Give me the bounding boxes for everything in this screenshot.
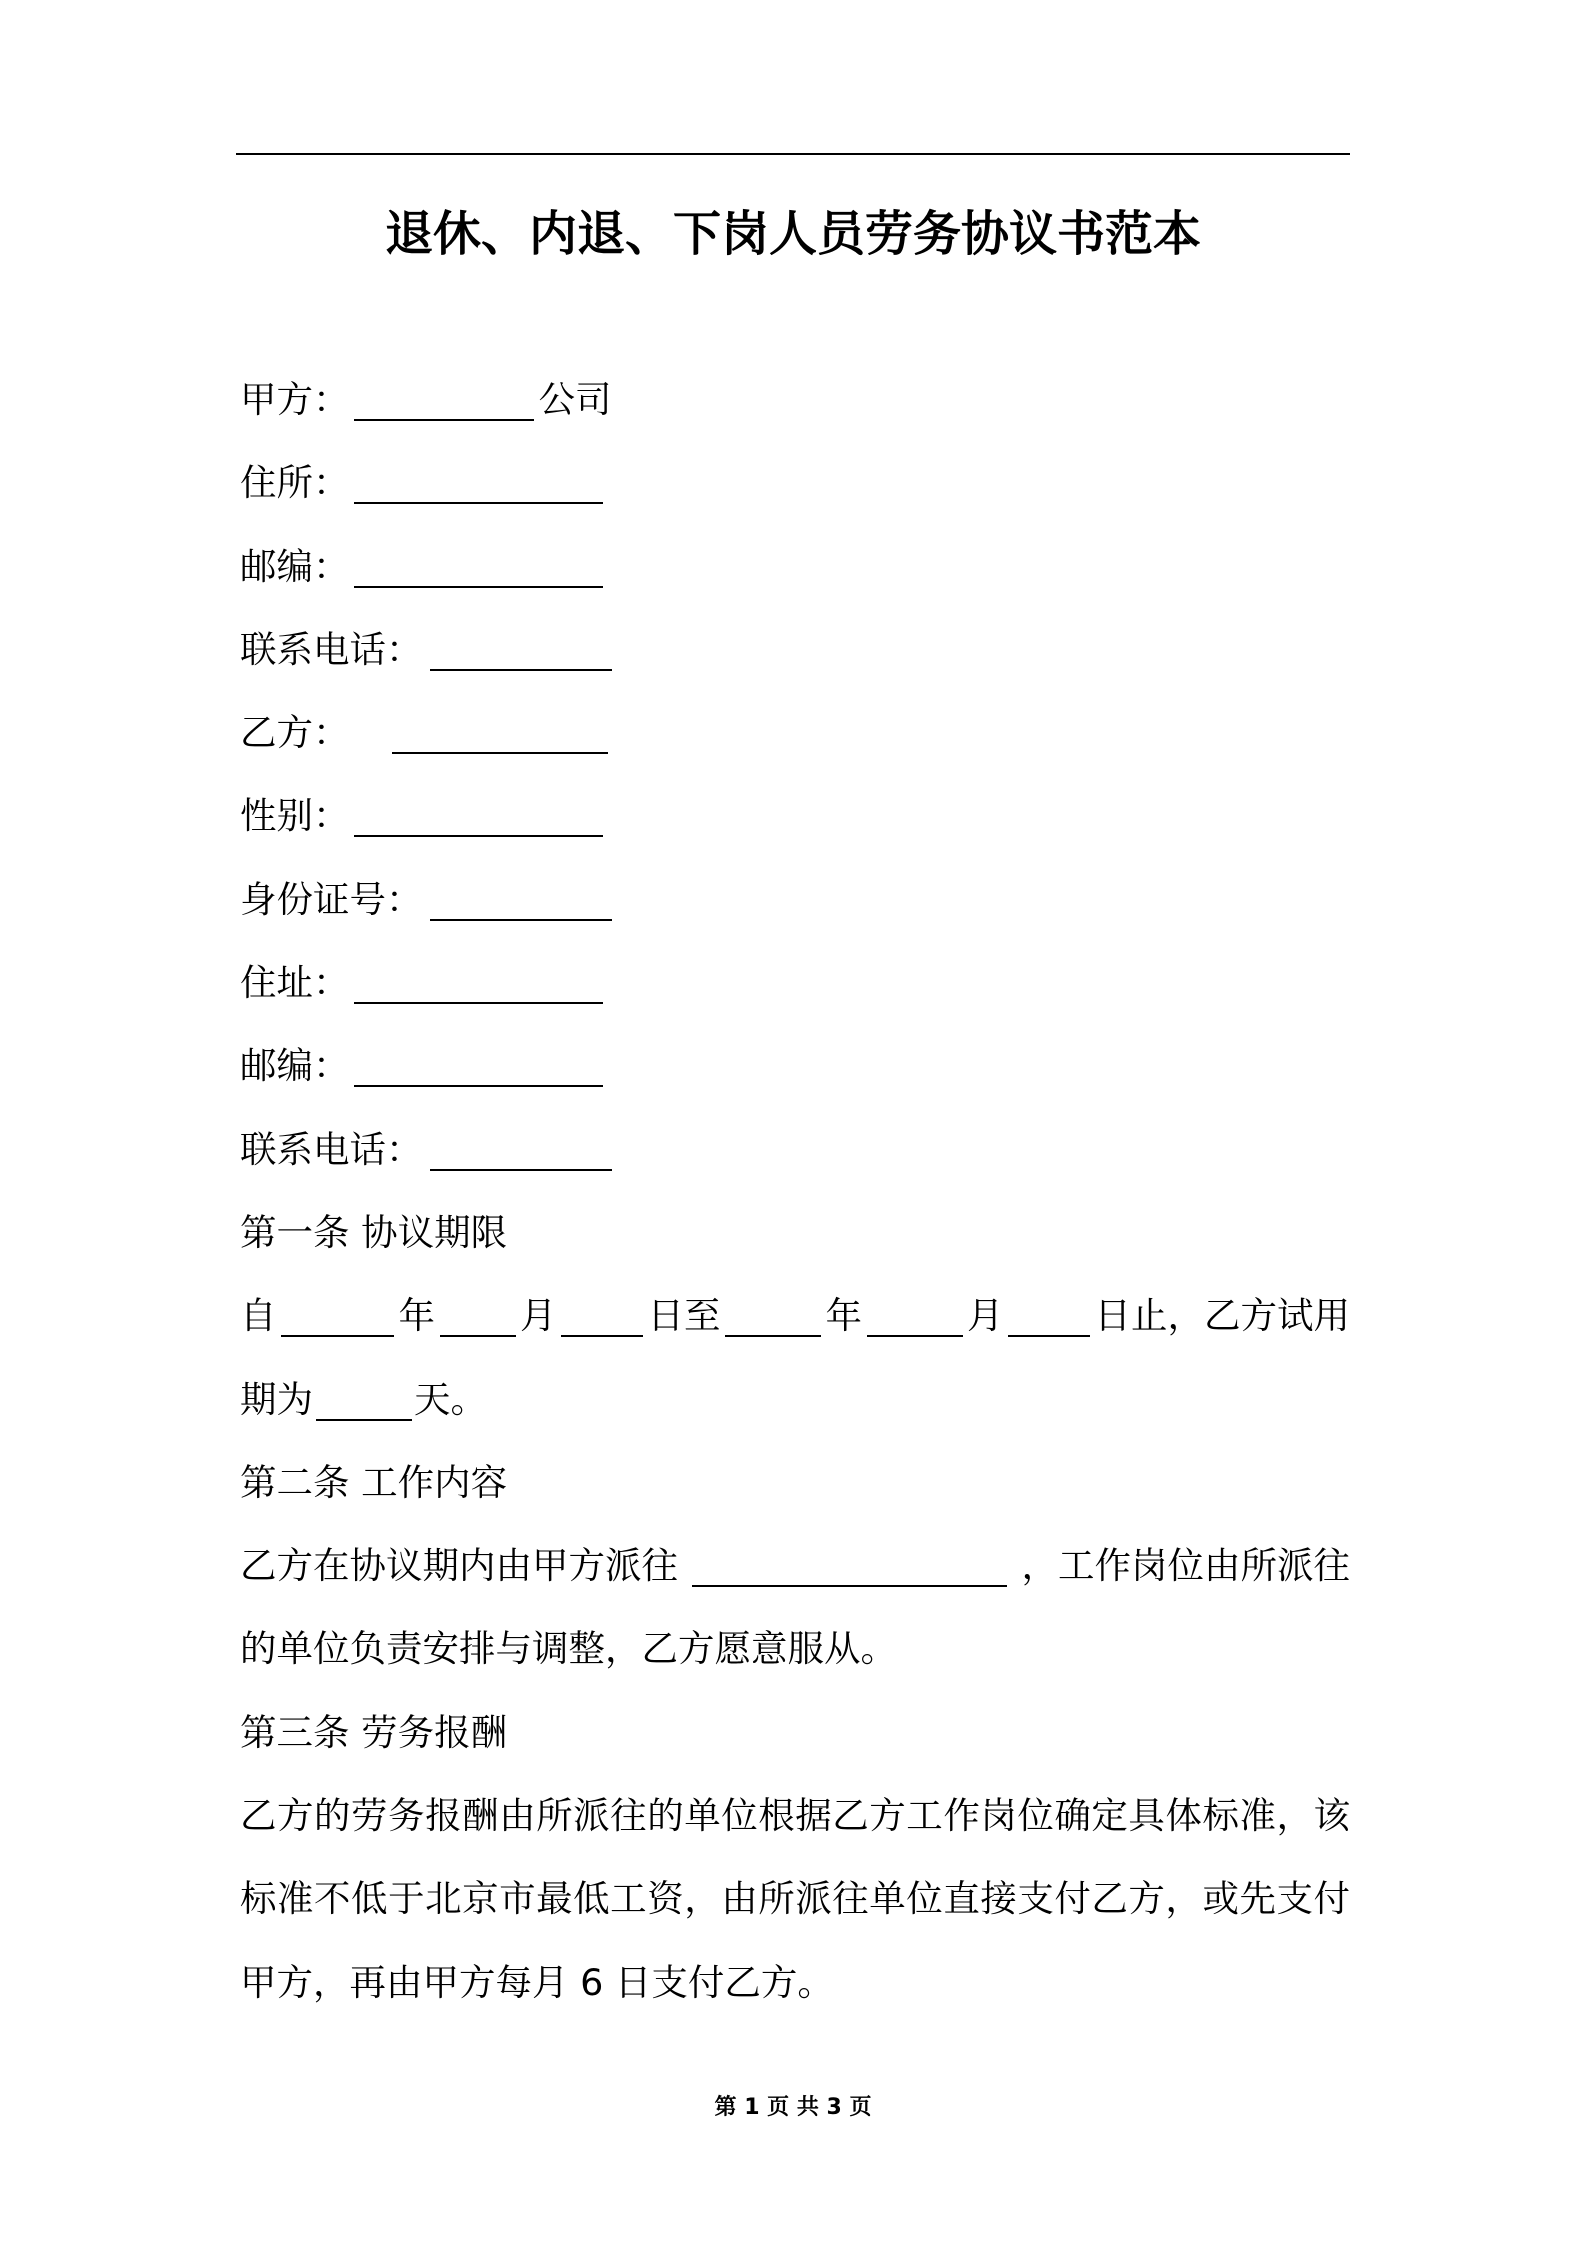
- party-b-postcode-row: [240, 1024, 1350, 1107]
- party-a-name-row: [240, 358, 1350, 441]
- party-b-id-row: [240, 858, 1350, 941]
- end-day-blank: [1008, 1309, 1090, 1337]
- agreement-body: [240, 358, 1350, 2024]
- end-month-unit: 月: [967, 1294, 1004, 1338]
- probation-days-blank: [316, 1393, 412, 1421]
- start-year-blank: [281, 1309, 394, 1337]
- probation-period-text: 期为: [240, 1377, 313, 1421]
- page-number: 第 1 页 共 3 页: [714, 2095, 872, 2120]
- party-b-phone-label: 联系电话：: [240, 1127, 423, 1171]
- assignment-text-start: 乙方在协议期内由甲方派往: [240, 1544, 678, 1588]
- article-1-heading: 第一条 协议期限: [240, 1210, 508, 1254]
- party-a-name-suffix: 公司: [538, 378, 612, 421]
- article-3-line-1: 乙方的劳务报酬由所派往的单位根据乙方工作岗位确定具体标准，该: [240, 1794, 1350, 1838]
- party-b-address-row: [240, 941, 1350, 1024]
- party-b-phone-row: [240, 1108, 1350, 1191]
- party-b-gender-row: [240, 774, 1350, 857]
- party-a-phone-row: [240, 608, 1350, 691]
- article-3-line-3: 甲方，再由甲方每月 6 日支付乙方。: [240, 1960, 834, 2004]
- party-b-id-blank: [430, 893, 612, 921]
- party-a-postcode-row: [240, 525, 1350, 608]
- article-2-line-1: [240, 1524, 1350, 1607]
- party-b-address-label: 住址：: [240, 961, 350, 1005]
- party-a-address-row: [240, 441, 1350, 524]
- start-day-to-text: 日至: [647, 1294, 721, 1338]
- party-b-gender-label: 性别：: [240, 794, 350, 838]
- party-a-address-label: 住所：: [240, 461, 350, 505]
- party-a-postcode-label: 邮编：: [240, 544, 350, 588]
- party-a-phone-blank: [430, 643, 612, 671]
- header-rule: [236, 153, 1350, 155]
- party-b-name-blank: [392, 726, 608, 754]
- article-2-line-2: 的单位负责安排与调整，乙方愿意服从。: [240, 1627, 897, 1671]
- party-b-id-label: 身份证号：: [240, 877, 423, 921]
- party-b-postcode-blank: [354, 1059, 603, 1087]
- party-b-name-label: 乙方：: [240, 711, 350, 755]
- party-a-phone-label: 联系电话：: [240, 627, 423, 671]
- start-month-blank: [440, 1309, 516, 1337]
- end-month-blank: [867, 1309, 963, 1337]
- party-a-name-label: 甲方：: [240, 378, 350, 421]
- party-b-address-blank: [354, 976, 603, 1004]
- article-1-probation-line: [240, 1358, 1350, 1441]
- party-a-address-blank: [354, 476, 603, 504]
- probation-days-unit: 天。: [414, 1377, 487, 1421]
- party-b-phone-blank: [430, 1143, 612, 1171]
- end-year-blank: [725, 1309, 821, 1337]
- assigned-unit-blank: [692, 1559, 1007, 1587]
- party-b-postcode-label: 邮编：: [240, 1044, 350, 1088]
- party-a-name-blank: [354, 393, 534, 421]
- article-3-line-2: 标准不低于北京市最低工资，由所派往单位直接支付乙方，或先支付: [240, 1877, 1350, 1921]
- party-b-gender-blank: [354, 809, 603, 837]
- party-a-postcode-blank: [354, 560, 603, 588]
- start-month-unit: 月: [520, 1294, 557, 1338]
- assignment-text-end: ，工作岗位由所派往: [1021, 1544, 1350, 1588]
- start-day-blank: [561, 1309, 643, 1337]
- end-year-unit: 年: [825, 1294, 862, 1338]
- start-year-unit: 年: [398, 1294, 435, 1338]
- article-3-heading: 第三条 劳务报酬: [240, 1710, 508, 1754]
- end-day-probation-text: 日止，乙方试用: [1094, 1294, 1350, 1338]
- term-from-text: 自: [240, 1294, 277, 1338]
- article-1-term-line: [240, 1274, 1350, 1357]
- party-b-name-row: [240, 691, 1350, 774]
- document-title: 退休、内退、下岗人员劳务协议书范本: [384, 206, 1201, 262]
- article-2-heading: 第二条 工作内容: [240, 1460, 508, 1504]
